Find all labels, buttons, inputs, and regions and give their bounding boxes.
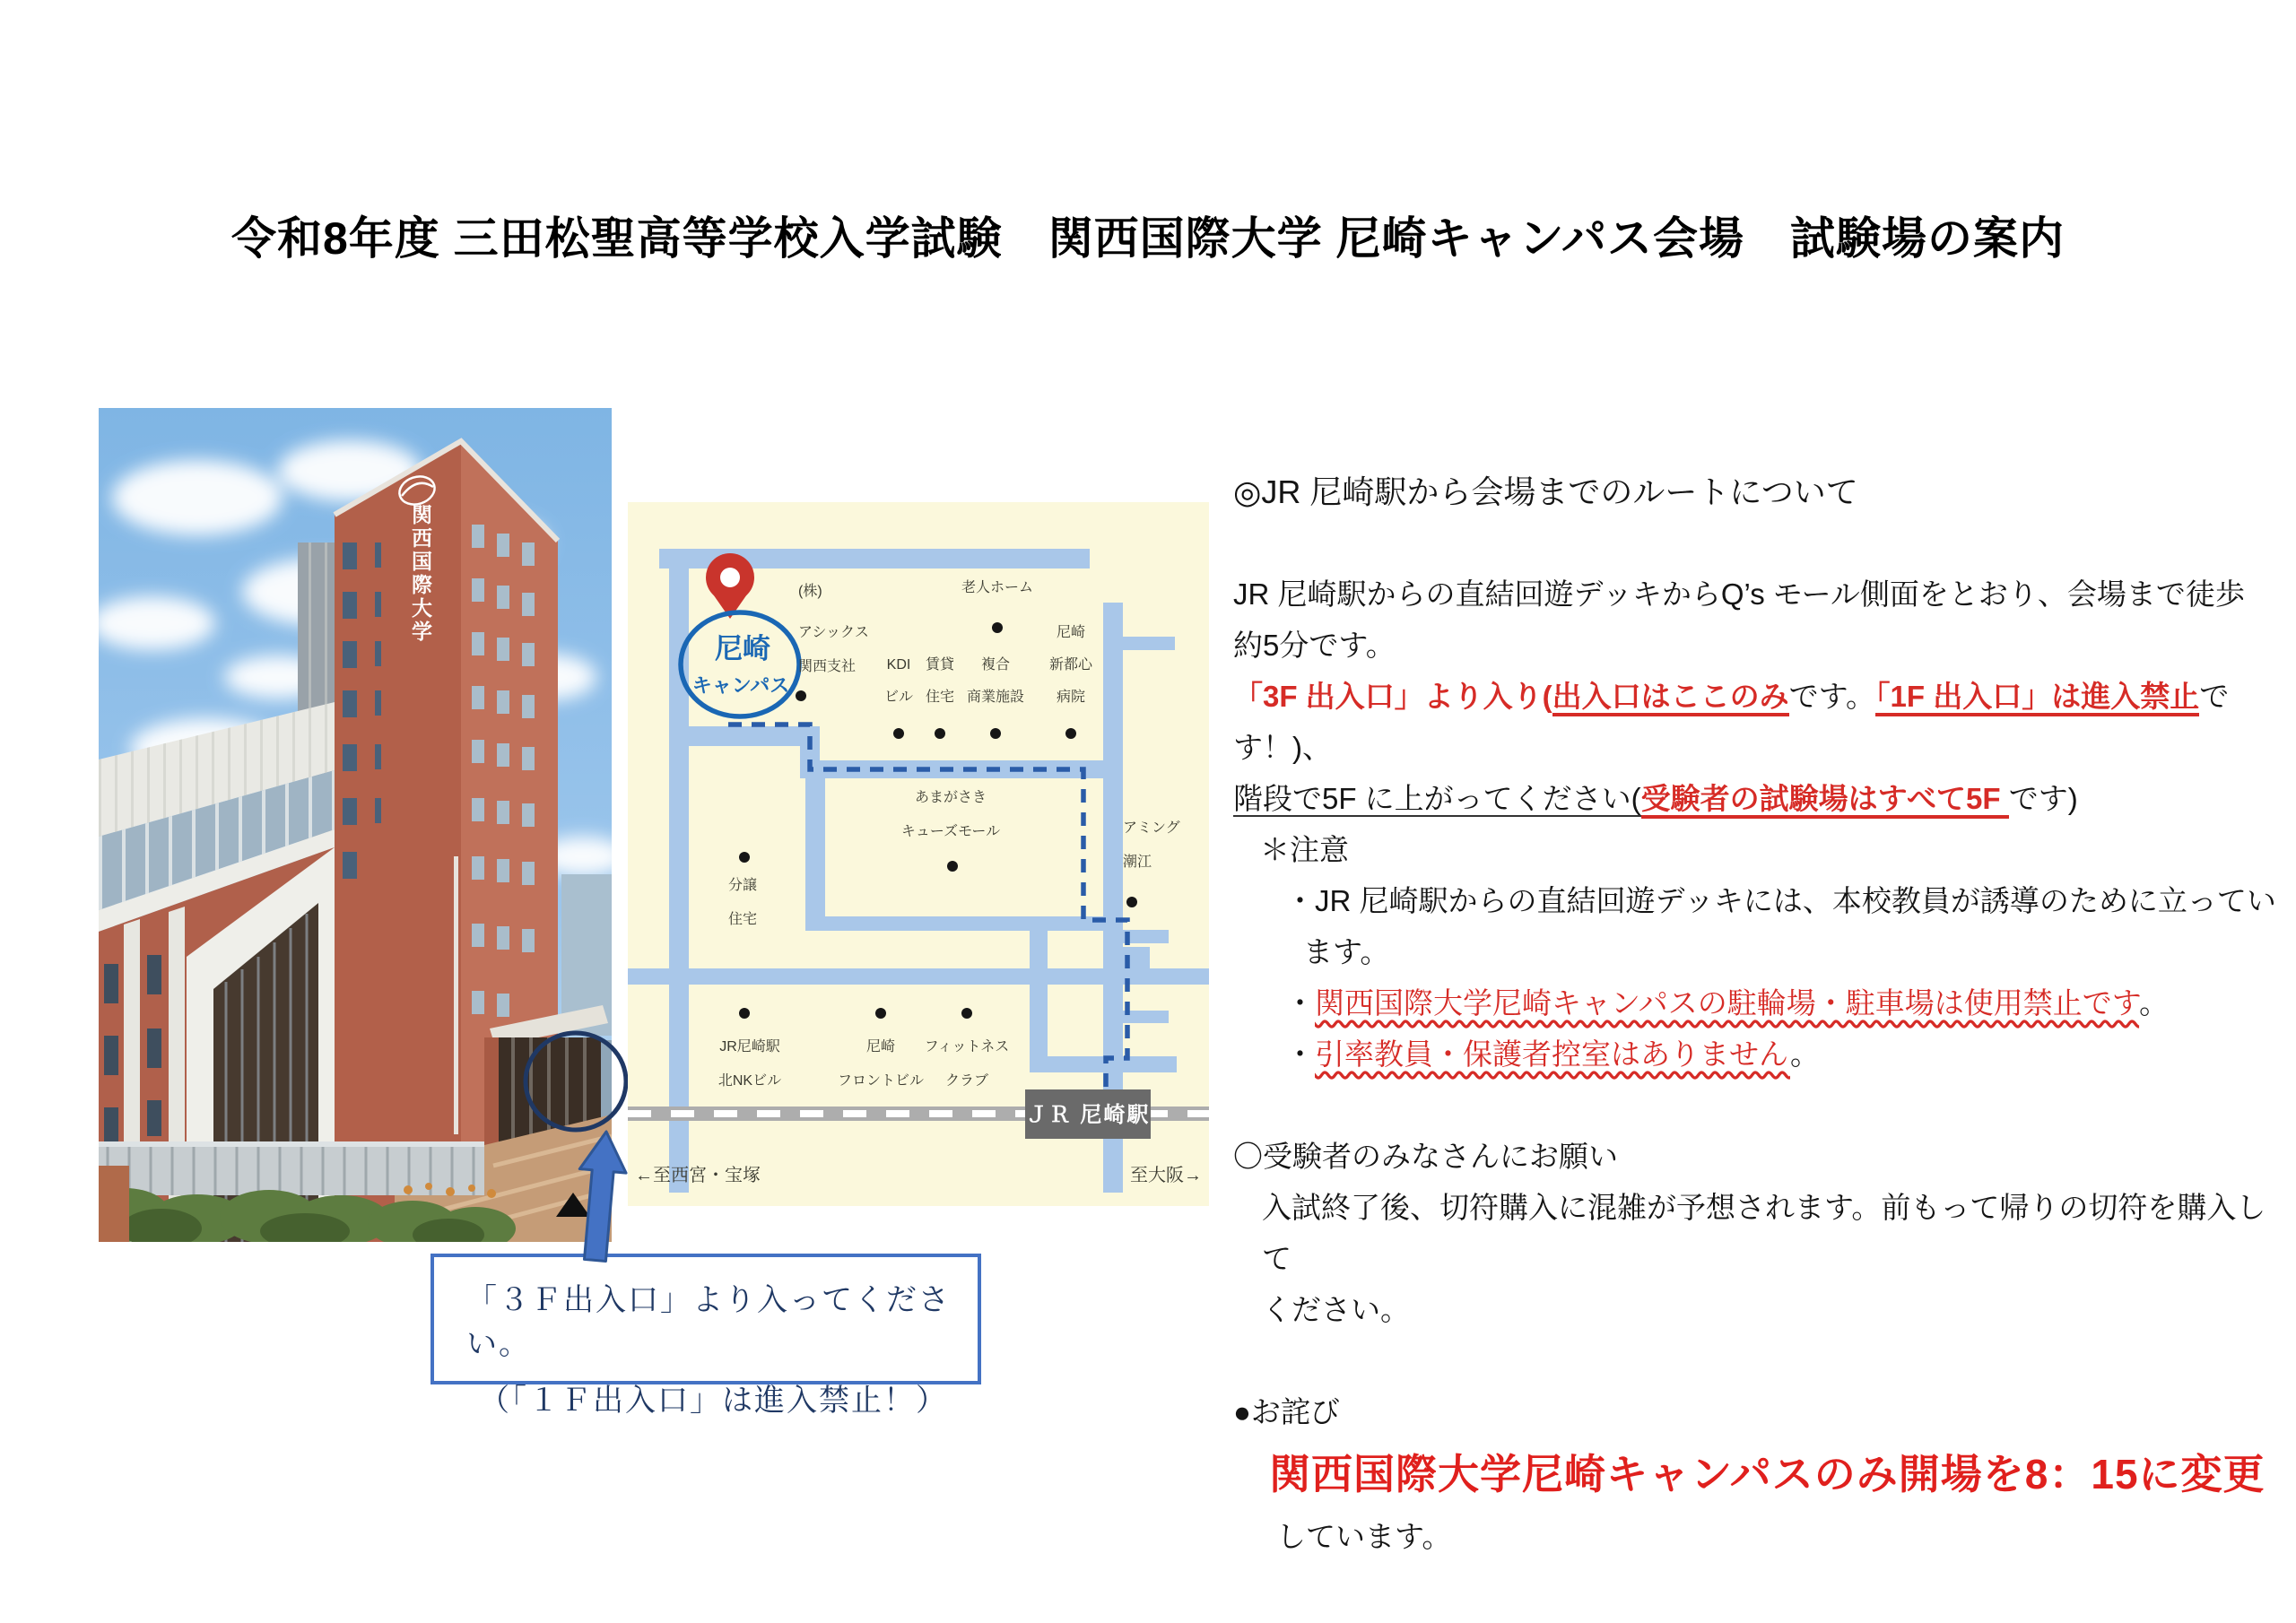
building-sign: 関西国際大学	[409, 504, 432, 644]
stairs-seg2: 受験者の試験場はすべて5F	[1641, 782, 2009, 819]
map-building-dot	[1126, 897, 1137, 907]
route-entry-line	[1233, 671, 2287, 773]
page-title: 令和8年度 三田松聖高等学校入学試験 関西国際大学 尼崎キャンパス会場 試験場の案内	[230, 213, 2066, 264]
map-label: 住宅	[925, 690, 955, 705]
map-label: 北NKビル	[718, 1073, 782, 1089]
map-building-dot	[739, 1008, 750, 1019]
access-map	[628, 502, 1209, 1206]
route-paragraph-line2: 約5分です。	[1233, 629, 1396, 662]
campus-label-1: 尼崎	[715, 633, 770, 664]
map-label: 病院	[1056, 690, 1086, 705]
map-label: 住宅	[728, 912, 758, 927]
request-heading: 〇受験者のみなさんにお願い	[1233, 1140, 1618, 1173]
entry-seg4: 「1F 出入口」は進入禁止	[1875, 680, 2199, 716]
map-label: フィットネス	[924, 1039, 1010, 1055]
station-label: ＪＲ 尼崎駅	[1025, 1103, 1151, 1127]
map-label: 分譲	[728, 878, 758, 893]
route-paragraph-line1: JR 尼崎駅からの直結回遊デッキからQ’s モール側面をとおり、会場まで徒歩	[1233, 577, 2245, 611]
note-heading: ＊注意	[1260, 833, 1349, 866]
entrance-pier	[484, 1037, 499, 1158]
instructions-column	[1233, 466, 2287, 1562]
map-label: (株)	[798, 584, 822, 599]
map-building-dot	[796, 690, 806, 701]
entrance-box-line2: （「１Ｆ出入口」は進入禁止！）	[479, 1384, 948, 1418]
request-line2: ください。	[1262, 1293, 1410, 1326]
direction-east-label: 至大阪→	[1130, 1166, 1202, 1185]
note-2-period: 。	[2139, 986, 2170, 1020]
entry-seg5: です！)、	[1233, 680, 2230, 764]
map-label: 複合	[980, 657, 1011, 673]
map-building-dot	[893, 728, 904, 739]
note-2-bullet: ・	[1285, 986, 1315, 1020]
map-label: KDI	[886, 657, 911, 673]
map-label: クラブ	[944, 1073, 989, 1089]
request-line1: 入試終了後、切符購入に混雑が予想されます。前もって帰りの切符を購入して	[1262, 1191, 2266, 1275]
map-label: アシックス	[798, 625, 869, 640]
map-label: 尼崎	[1056, 625, 1086, 640]
station-box	[1025, 1089, 1151, 1139]
entrance-box-line1: 「３Ｆ出入口」より入ってください。	[466, 1283, 951, 1361]
note-3-bullet: ・	[1285, 1037, 1315, 1071]
map-label: JR尼崎駅	[719, 1039, 780, 1055]
entry-seg2: 出入口はここのみ	[1552, 680, 1789, 716]
map-label: アミング	[1123, 820, 1180, 836]
map-building-dot	[990, 728, 1001, 739]
map-building-dot	[961, 1008, 972, 1019]
apology-heading: ●お詫び	[1233, 1395, 1340, 1428]
map-label: キューズモール	[900, 824, 1001, 839]
facade-pipe	[454, 856, 458, 1134]
fence-rail	[99, 1141, 484, 1147]
map-label: 賃貸	[925, 657, 955, 673]
entrance-instruction-box	[430, 1254, 981, 1418]
map-label: 商業施設	[966, 690, 1025, 705]
note-1-line1: ・JR 尼崎駅からの直結回遊デッキには、本校教員が誘導のために立ってい	[1285, 884, 2276, 917]
map-building-dot	[992, 622, 1003, 633]
map-label: 関西支社	[798, 659, 857, 674]
apology-highlight: 関西国際大学尼崎キャンパスのみ開場を8：15に変更	[1269, 1451, 2266, 1497]
planter	[99, 1166, 129, 1242]
map-building-dot	[935, 728, 945, 739]
campus-label-2: キャンパス	[691, 674, 790, 697]
map-label: 新都心	[1048, 657, 1093, 673]
route-stairs-line	[1233, 773, 2287, 824]
map-label: フロントビル	[837, 1073, 925, 1089]
map-building-dot	[739, 852, 750, 863]
note-2	[1233, 977, 2287, 1028]
map-building-dot	[875, 1008, 886, 1019]
map-building-dot	[947, 861, 958, 872]
map-pin-center	[720, 568, 740, 587]
map-label: ビル	[883, 690, 914, 705]
apology-tail: しています。	[1276, 1520, 1452, 1553]
note-1-line2: ます。	[1303, 935, 1390, 968]
map-label: 潮江	[1123, 855, 1152, 870]
stairs-seg3: です)	[2008, 782, 2078, 815]
entry-seg1: 「3F 出入口」より入り(	[1233, 680, 1552, 713]
note-3-text: 引率教員・保護者控室はありません	[1315, 1037, 1790, 1071]
note-3	[1233, 1028, 2287, 1080]
entry-seg3: です。	[1788, 680, 1876, 713]
direction-west-label: ←至西宮・宝塚	[635, 1166, 761, 1185]
map-label: あまがさき	[914, 790, 987, 805]
map-building-dot	[1065, 728, 1076, 739]
stairs-seg1: 階段で5F に上がってください(	[1233, 782, 1641, 815]
route-heading: ◎JR 尼崎駅から会場までのルートについて	[1233, 473, 1858, 510]
entrance-arrow-icon	[565, 1119, 655, 1273]
note-2-text: 関西国際大学尼崎キャンパスの駐輪場・駐車場は使用禁止です	[1315, 986, 2140, 1020]
map-label: 尼崎	[865, 1039, 896, 1055]
note-3-period: 。	[1789, 1037, 1820, 1071]
map-label: 老人ホーム	[961, 580, 1034, 595]
